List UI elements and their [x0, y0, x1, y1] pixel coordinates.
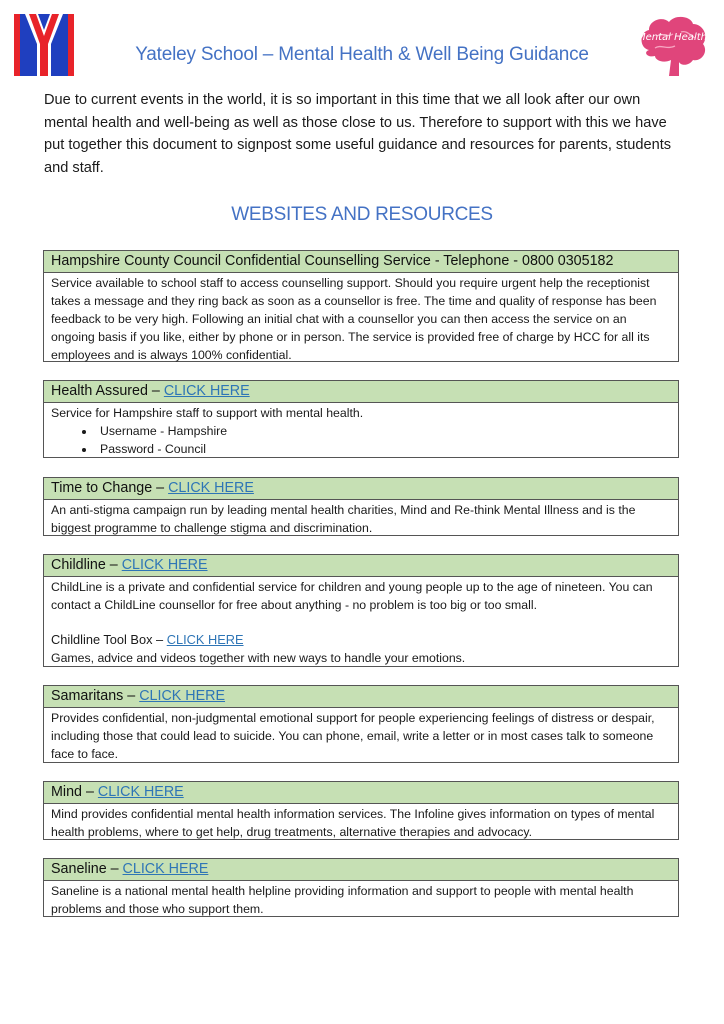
resource-header-saneline — [44, 859, 678, 881]
resource-description-mind: Mind provides confidential mental health information services. The Infoline gives information on types of mental health problems, where to get help, drug treatments, alternative therapies and advocacy. — [51, 807, 655, 839]
resource-box-hcc — [43, 250, 679, 362]
credential-username: • Username - Hampshire — [96, 422, 671, 440]
resource-box-health-assured — [43, 380, 679, 458]
childline-link[interactable]: CLICK HERE — [121, 557, 208, 573]
resource-title-saneline: Saneline – — [51, 861, 123, 877]
yateley-school-logo — [14, 14, 74, 76]
resource-title-time-to-change: Time to Change – — [51, 480, 169, 496]
childline-toolbox-title: Childline Tool Box – — [51, 632, 167, 647]
mind-link[interactable]: CLICK HERE — [97, 784, 184, 800]
intro-paragraph: Due to current events in the world, it is so important in this time that we all look after our own mental health and well-being as well as those close to us. Therefore to support with this we have put together this document to signpost some useful guidance and resources for parents, students and staff. — [44, 92, 672, 176]
resource-title-hcc: Hampshire County Council Confidential Counselling Service - Telephone - 0800 0305182 — [44, 251, 678, 273]
page-title: Yateley School – Mental Health & Well Being Guidance — [135, 44, 589, 65]
resource-description-hcc: Service available to school staff to access counselling support. Should you require urgent help the receptionist takes a message and they ring back as soon as a counsellor is free. The time and quality of response has been feedback to be very high. Following an initial chat with a counsellor you can then access the service on an ongoing basis if you like, either by phone or in person. The service is provided free of charge by HCC for all its employees and is always 100% confidential. — [51, 276, 657, 362]
resource-title-health-assured: Health Assured – — [51, 383, 164, 399]
resource-header-childline — [44, 555, 678, 577]
childline-toolbox-link[interactable]: CLICK HERE — [166, 632, 244, 647]
resource-description-time-to-change: An anti-stigma campaign run by leading mental health charities, Mind and Re-think Mental Illness and is the biggest programme to challenge stigma and discrimination. — [51, 503, 636, 535]
resource-box-time-to-change — [43, 477, 679, 536]
samaritans-link[interactable]: CLICK HERE — [139, 688, 226, 704]
credentials-list — [51, 422, 671, 458]
credential-password: • Password - Council — [96, 440, 671, 458]
logo-lettering: Mental Health — [637, 32, 707, 43]
childline-toolbox-heading — [51, 631, 671, 649]
resource-description-childline: ChildLine is a private and confidential service for children and young people up to the age of nineteen. You can contact a ChildLine counsellor for free about anything - no problem is too big or too small. — [51, 580, 653, 612]
resource-description-health-assured: Service for Hampshire staff to support with mental health. — [51, 406, 364, 420]
resource-box-samaritans — [43, 685, 679, 763]
mental-health-brain-logo — [637, 14, 709, 80]
resource-box-mind — [43, 781, 679, 840]
resource-box-childline — [43, 554, 679, 667]
resource-title-samaritans: Samaritans – — [51, 688, 140, 704]
health-assured-link[interactable]: CLICK HERE — [163, 383, 250, 399]
resource-header-time-to-change — [44, 478, 678, 500]
time-to-change-link[interactable]: CLICK HERE — [168, 480, 254, 496]
resource-header-health-assured — [44, 381, 678, 403]
resource-title-mind: Mind – — [51, 784, 98, 800]
resource-header-samaritans — [44, 686, 678, 708]
childline-toolbox-description: Games, advice and videos together with new ways to handle your emotions. — [51, 651, 466, 665]
resource-description-saneline: Saneline is a national mental health helpline providing information and support to people with mental health problems and those who support them. — [51, 884, 634, 916]
resource-description-samaritans: Provides confidential, non-judgmental emotional support for people experiencing feelings of distress or despair, including those that could lead to suicide. You can phone, email, write a letter or in most cases talk to someone face to face. — [51, 711, 655, 761]
resource-title-childline: Childline – — [51, 557, 122, 573]
section-heading: WEBSITES AND RESOURCES — [231, 204, 493, 225]
resource-header-mind — [44, 782, 678, 804]
saneline-link[interactable]: CLICK HERE — [122, 861, 209, 877]
resource-box-saneline — [43, 858, 679, 917]
